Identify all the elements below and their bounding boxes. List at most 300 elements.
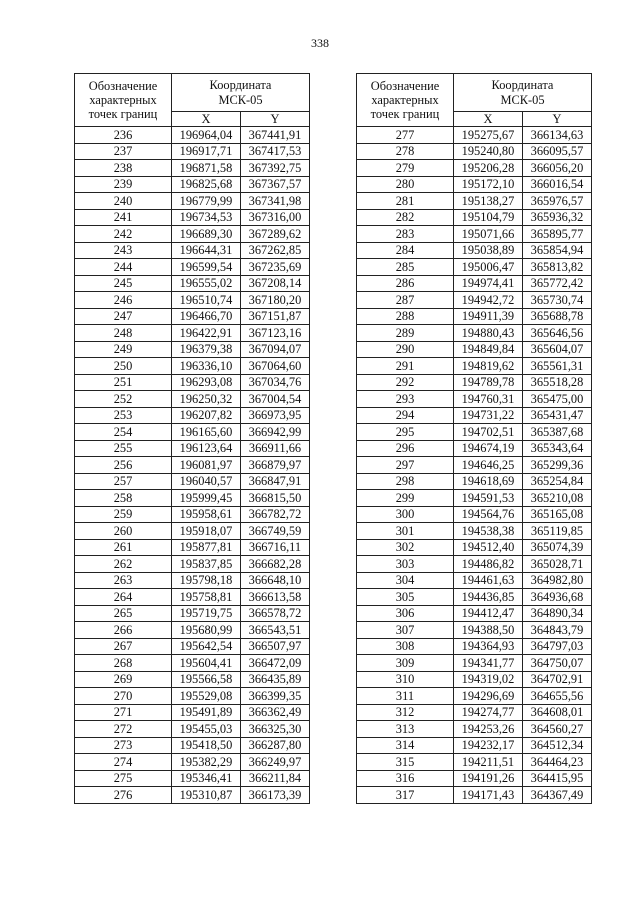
x-coordinate-cell: 194880,43 <box>454 325 523 342</box>
point-id-cell: 288 <box>357 308 454 325</box>
point-id-cell: 256 <box>75 457 172 474</box>
point-id-cell: 271 <box>75 704 172 721</box>
y-coordinate-cell: 365976,57 <box>523 193 592 210</box>
x-coordinate-cell: 195566,58 <box>172 671 241 688</box>
y-coordinate-cell: 365813,82 <box>523 259 592 276</box>
point-id-cell: 300 <box>357 506 454 523</box>
table-row <box>75 787 310 804</box>
x-coordinate-cell: 196917,71 <box>172 143 241 160</box>
x-coordinate-cell: 196599,54 <box>172 259 241 276</box>
point-id-cell: 269 <box>75 671 172 688</box>
y-coordinate-cell: 366325,30 <box>241 721 310 738</box>
y-coordinate-cell: 364367,49 <box>523 787 592 804</box>
point-label-header <box>75 74 172 127</box>
table-row <box>357 704 592 721</box>
y-coordinate-cell: 364702,91 <box>523 671 592 688</box>
table-row <box>75 638 310 655</box>
header-line: точек границ <box>88 107 158 121</box>
x-coordinate-cell: 194171,43 <box>454 787 523 804</box>
coordinate-header <box>172 74 310 112</box>
y-coordinate-cell: 366543,51 <box>241 622 310 639</box>
table-row <box>357 539 592 556</box>
point-id-cell: 250 <box>75 358 172 375</box>
y-coordinate-cell: 367208,14 <box>241 275 310 292</box>
point-id-cell: 266 <box>75 622 172 639</box>
table-row <box>357 325 592 342</box>
x-coordinate-cell: 195958,61 <box>172 506 241 523</box>
point-id-cell: 257 <box>75 473 172 490</box>
table-row <box>357 341 592 358</box>
table-row <box>75 754 310 771</box>
point-id-cell: 259 <box>75 506 172 523</box>
x-coordinate-cell: 196379,38 <box>172 341 241 358</box>
x-coordinate-cell: 195680,99 <box>172 622 241 639</box>
point-id-cell: 309 <box>357 655 454 672</box>
point-id-cell: 267 <box>75 638 172 655</box>
x-coordinate-cell: 196040,57 <box>172 473 241 490</box>
table-row <box>75 374 310 391</box>
x-coordinate-cell: 196644,31 <box>172 242 241 259</box>
x-coordinate-cell: 194564,76 <box>454 506 523 523</box>
x-coordinate-cell: 195642,54 <box>172 638 241 655</box>
y-coordinate-cell: 366134,63 <box>523 127 592 144</box>
x-coordinate-cell: 195877,81 <box>172 539 241 556</box>
y-coordinate-cell: 366682,28 <box>241 556 310 573</box>
y-coordinate-cell: 364512,34 <box>523 737 592 754</box>
table-row <box>75 407 310 424</box>
x-coordinate-cell: 195240,80 <box>454 143 523 160</box>
table-row <box>75 688 310 705</box>
x-coordinate-cell: 196466,70 <box>172 308 241 325</box>
x-coordinate-cell: 196555,02 <box>172 275 241 292</box>
y-coordinate-cell: 366472,09 <box>241 655 310 672</box>
y-coordinate-cell: 367235,69 <box>241 259 310 276</box>
y-coordinate-cell: 366056,20 <box>523 160 592 177</box>
table-row <box>357 358 592 375</box>
point-id-cell: 287 <box>357 292 454 309</box>
x-header: X <box>454 112 523 127</box>
table-row <box>75 589 310 606</box>
x-coordinate-cell: 195455,03 <box>172 721 241 738</box>
y-coordinate-cell: 364655,56 <box>523 688 592 705</box>
y-coordinate-cell: 364464,23 <box>523 754 592 771</box>
x-coordinate-cell: 196336,10 <box>172 358 241 375</box>
table-row <box>357 754 592 771</box>
header-line: характерных <box>89 93 157 107</box>
table-row <box>75 523 310 540</box>
coordinates-table-left <box>74 73 310 804</box>
x-coordinate-cell: 194974,41 <box>454 275 523 292</box>
coordinate-title: Координата <box>209 77 272 92</box>
y-coordinate-cell: 365074,39 <box>523 539 592 556</box>
x-coordinate-cell: 194538,38 <box>454 523 523 540</box>
point-id-cell: 242 <box>75 226 172 243</box>
point-id-cell: 307 <box>357 622 454 639</box>
x-coordinate-cell: 194646,25 <box>454 457 523 474</box>
x-coordinate-cell: 195206,28 <box>454 160 523 177</box>
point-id-cell: 240 <box>75 193 172 210</box>
y-coordinate-cell: 365646,56 <box>523 325 592 342</box>
x-coordinate-cell: 196207,82 <box>172 407 241 424</box>
point-id-cell: 285 <box>357 259 454 276</box>
point-id-cell: 279 <box>357 160 454 177</box>
table-row <box>357 770 592 787</box>
y-coordinate-cell: 365165,08 <box>523 506 592 523</box>
table-row <box>75 226 310 243</box>
x-coordinate-cell: 195798,18 <box>172 572 241 589</box>
point-id-cell: 268 <box>75 655 172 672</box>
point-id-cell: 282 <box>357 209 454 226</box>
table-row <box>75 440 310 457</box>
table-row <box>357 275 592 292</box>
point-id-cell: 255 <box>75 440 172 457</box>
y-coordinate-cell: 364608,01 <box>523 704 592 721</box>
header-line: точек границ <box>370 107 440 121</box>
point-id-cell: 283 <box>357 226 454 243</box>
point-id-cell: 253 <box>75 407 172 424</box>
table-row <box>75 242 310 259</box>
x-coordinate-cell: 194760,31 <box>454 391 523 408</box>
table-row <box>75 358 310 375</box>
table-row <box>75 325 310 342</box>
coordinate-title: Координата <box>491 77 554 92</box>
table-row <box>357 721 592 738</box>
x-coordinate-cell: 196825,68 <box>172 176 241 193</box>
x-coordinate-cell: 194232,17 <box>454 737 523 754</box>
x-coordinate-cell: 194591,53 <box>454 490 523 507</box>
y-coordinate-cell: 367392,75 <box>241 160 310 177</box>
table-row <box>357 160 592 177</box>
x-coordinate-cell: 196689,30 <box>172 226 241 243</box>
y-coordinate-cell: 366362,49 <box>241 704 310 721</box>
table-row <box>357 127 592 144</box>
y-coordinate-cell: 367180,20 <box>241 292 310 309</box>
table-row <box>75 341 310 358</box>
y-coordinate-cell: 365254,84 <box>523 473 592 490</box>
x-coordinate-cell: 194412,47 <box>454 605 523 622</box>
y-coordinate-cell: 366815,50 <box>241 490 310 507</box>
table-row <box>75 160 310 177</box>
y-header: Y <box>241 112 310 127</box>
point-id-cell: 292 <box>357 374 454 391</box>
table-row <box>75 292 310 309</box>
point-id-cell: 251 <box>75 374 172 391</box>
y-coordinate-cell: 366648,10 <box>241 572 310 589</box>
point-id-cell: 237 <box>75 143 172 160</box>
y-coordinate-cell: 365475,00 <box>523 391 592 408</box>
y-coordinate-cell: 366249,97 <box>241 754 310 771</box>
point-id-cell: 317 <box>357 787 454 804</box>
x-coordinate-cell: 194789,78 <box>454 374 523 391</box>
x-coordinate-cell: 195837,85 <box>172 556 241 573</box>
point-id-cell: 306 <box>357 605 454 622</box>
table-row <box>75 721 310 738</box>
table-row <box>75 259 310 276</box>
x-coordinate-cell: 196081,97 <box>172 457 241 474</box>
x-coordinate-cell: 195758,81 <box>172 589 241 606</box>
point-id-cell: 295 <box>357 424 454 441</box>
table-row <box>75 539 310 556</box>
table-row <box>75 424 310 441</box>
y-coordinate-cell: 366973,95 <box>241 407 310 424</box>
x-coordinate-cell: 195172,10 <box>454 176 523 193</box>
x-coordinate-cell: 195604,41 <box>172 655 241 672</box>
point-id-cell: 286 <box>357 275 454 292</box>
point-id-cell: 276 <box>75 787 172 804</box>
table-row <box>357 226 592 243</box>
y-coordinate-cell: 366173,39 <box>241 787 310 804</box>
table-row <box>75 490 310 507</box>
y-coordinate-cell: 365299,36 <box>523 457 592 474</box>
table-row <box>357 473 592 490</box>
x-coordinate-cell: 194512,40 <box>454 539 523 556</box>
y-coordinate-cell: 367262,85 <box>241 242 310 259</box>
x-coordinate-cell: 195491,89 <box>172 704 241 721</box>
x-coordinate-cell: 194702,51 <box>454 424 523 441</box>
point-id-cell: 280 <box>357 176 454 193</box>
point-id-cell: 293 <box>357 391 454 408</box>
point-id-cell: 247 <box>75 308 172 325</box>
y-coordinate-cell: 366716,11 <box>241 539 310 556</box>
table-row <box>357 424 592 441</box>
point-id-cell: 316 <box>357 770 454 787</box>
table-row <box>357 374 592 391</box>
table-row <box>357 143 592 160</box>
y-coordinate-cell: 366613,58 <box>241 589 310 606</box>
point-id-cell: 262 <box>75 556 172 573</box>
table-row <box>75 572 310 589</box>
x-coordinate-cell: 194364,93 <box>454 638 523 655</box>
x-coordinate-cell: 194274,77 <box>454 704 523 721</box>
point-id-cell: 299 <box>357 490 454 507</box>
y-coordinate-cell: 367151,87 <box>241 308 310 325</box>
table-row <box>75 770 310 787</box>
y-coordinate-cell: 366911,66 <box>241 440 310 457</box>
y-coordinate-cell: 367123,16 <box>241 325 310 342</box>
table-row <box>75 473 310 490</box>
point-id-cell: 315 <box>357 754 454 771</box>
x-coordinate-cell: 195529,08 <box>172 688 241 705</box>
y-coordinate-cell: 366782,72 <box>241 506 310 523</box>
y-coordinate-cell: 365431,47 <box>523 407 592 424</box>
point-id-cell: 241 <box>75 209 172 226</box>
header-line: Обозначение <box>88 79 158 93</box>
point-id-cell: 303 <box>357 556 454 573</box>
x-coordinate-cell: 195275,67 <box>454 127 523 144</box>
y-coordinate-cell: 365772,42 <box>523 275 592 292</box>
point-id-cell: 302 <box>357 539 454 556</box>
table-row <box>357 787 592 804</box>
x-coordinate-cell: 195006,47 <box>454 259 523 276</box>
y-coordinate-cell: 365604,07 <box>523 341 592 358</box>
table-row <box>357 523 592 540</box>
table-row <box>357 490 592 507</box>
table-row <box>75 143 310 160</box>
page-number: 338 <box>311 36 329 50</box>
table-row <box>357 391 592 408</box>
x-coordinate-cell: 194942,72 <box>454 292 523 309</box>
point-id-cell: 252 <box>75 391 172 408</box>
y-coordinate-cell: 366095,57 <box>523 143 592 160</box>
y-coordinate-cell: 364890,34 <box>523 605 592 622</box>
y-coordinate-cell: 365210,08 <box>523 490 592 507</box>
point-id-cell: 277 <box>357 127 454 144</box>
right-table-body <box>357 127 592 804</box>
x-coordinate-cell: 194674,19 <box>454 440 523 457</box>
table-row <box>357 688 592 705</box>
table-row <box>75 556 310 573</box>
x-coordinate-cell: 196964,04 <box>172 127 241 144</box>
x-coordinate-cell: 194618,69 <box>454 473 523 490</box>
table-row <box>357 506 592 523</box>
table-row <box>357 605 592 622</box>
point-id-cell: 274 <box>75 754 172 771</box>
table-row <box>357 457 592 474</box>
point-id-cell: 249 <box>75 341 172 358</box>
y-coordinate-cell: 366507,97 <box>241 638 310 655</box>
y-coordinate-cell: 364797,03 <box>523 638 592 655</box>
x-coordinate-cell: 194436,85 <box>454 589 523 606</box>
point-id-cell: 296 <box>357 440 454 457</box>
coordinate-header <box>454 74 592 112</box>
y-header: Y <box>523 112 592 127</box>
table-row <box>357 655 592 672</box>
header-line: Обозначение <box>370 79 440 93</box>
x-coordinate-cell: 195418,50 <box>172 737 241 754</box>
x-coordinate-cell: 195038,89 <box>454 242 523 259</box>
point-id-cell: 265 <box>75 605 172 622</box>
point-id-cell: 236 <box>75 127 172 144</box>
point-id-cell: 281 <box>357 193 454 210</box>
x-coordinate-cell: 195346,41 <box>172 770 241 787</box>
point-id-cell: 245 <box>75 275 172 292</box>
point-id-cell: 310 <box>357 671 454 688</box>
table-row <box>357 193 592 210</box>
point-id-cell: 284 <box>357 242 454 259</box>
point-id-cell: 275 <box>75 770 172 787</box>
x-coordinate-cell: 194319,02 <box>454 671 523 688</box>
x-coordinate-cell: 196779,99 <box>172 193 241 210</box>
table-row <box>75 209 310 226</box>
coordinate-system: МСК-05 <box>218 92 263 107</box>
y-coordinate-cell: 366942,99 <box>241 424 310 441</box>
x-coordinate-cell: 194731,22 <box>454 407 523 424</box>
coordinate-system: МСК-05 <box>500 92 545 107</box>
y-coordinate-cell: 364750,07 <box>523 655 592 672</box>
table-row <box>357 556 592 573</box>
table-row <box>357 259 592 276</box>
table-row <box>357 638 592 655</box>
left-table-body <box>75 127 310 804</box>
point-id-cell: 313 <box>357 721 454 738</box>
point-id-cell: 243 <box>75 242 172 259</box>
x-coordinate-cell: 194191,26 <box>454 770 523 787</box>
table-row <box>75 605 310 622</box>
point-id-cell: 312 <box>357 704 454 721</box>
table-row <box>75 127 310 144</box>
y-coordinate-cell: 367367,57 <box>241 176 310 193</box>
y-coordinate-cell: 365854,94 <box>523 242 592 259</box>
x-coordinate-cell: 194296,69 <box>454 688 523 705</box>
x-coordinate-cell: 195719,75 <box>172 605 241 622</box>
y-coordinate-cell: 365730,74 <box>523 292 592 309</box>
y-coordinate-cell: 365518,28 <box>523 374 592 391</box>
x-coordinate-cell: 196123,64 <box>172 440 241 457</box>
point-id-cell: 246 <box>75 292 172 309</box>
x-coordinate-cell: 194388,50 <box>454 622 523 639</box>
x-coordinate-cell: 194253,26 <box>454 721 523 738</box>
y-coordinate-cell: 366211,84 <box>241 770 310 787</box>
table-row <box>357 622 592 639</box>
y-coordinate-cell: 366016,54 <box>523 176 592 193</box>
point-id-cell: 263 <box>75 572 172 589</box>
table-row <box>75 506 310 523</box>
point-id-cell: 264 <box>75 589 172 606</box>
y-coordinate-cell: 366435,89 <box>241 671 310 688</box>
y-coordinate-cell: 364936,68 <box>523 589 592 606</box>
point-id-cell: 270 <box>75 688 172 705</box>
x-coordinate-cell: 195382,29 <box>172 754 241 771</box>
table-row <box>357 242 592 259</box>
point-id-cell: 298 <box>357 473 454 490</box>
x-coordinate-cell: 196871,58 <box>172 160 241 177</box>
point-id-cell: 238 <box>75 160 172 177</box>
x-coordinate-cell: 194849,84 <box>454 341 523 358</box>
x-coordinate-cell: 196734,53 <box>172 209 241 226</box>
table-row <box>357 572 592 589</box>
table-row <box>357 407 592 424</box>
table-row <box>357 440 592 457</box>
x-coordinate-cell: 196250,32 <box>172 391 241 408</box>
y-coordinate-cell: 367316,00 <box>241 209 310 226</box>
y-coordinate-cell: 365343,64 <box>523 440 592 457</box>
header-line: характерных <box>371 93 439 107</box>
point-id-cell: 291 <box>357 358 454 375</box>
x-coordinate-cell: 196422,91 <box>172 325 241 342</box>
y-coordinate-cell: 367094,07 <box>241 341 310 358</box>
table-row <box>75 391 310 408</box>
table-row <box>357 209 592 226</box>
point-id-cell: 258 <box>75 490 172 507</box>
x-coordinate-cell: 195310,87 <box>172 787 241 804</box>
y-coordinate-cell: 366578,72 <box>241 605 310 622</box>
point-id-cell: 261 <box>75 539 172 556</box>
y-coordinate-cell: 367341,98 <box>241 193 310 210</box>
y-coordinate-cell: 366847,91 <box>241 473 310 490</box>
x-coordinate-cell: 195138,27 <box>454 193 523 210</box>
y-coordinate-cell: 366399,35 <box>241 688 310 705</box>
table-row <box>75 275 310 292</box>
y-coordinate-cell: 364560,27 <box>523 721 592 738</box>
table-row <box>357 176 592 193</box>
y-coordinate-cell: 365028,71 <box>523 556 592 573</box>
coordinates-table-right <box>356 73 592 804</box>
x-coordinate-cell: 194461,63 <box>454 572 523 589</box>
y-coordinate-cell: 365387,68 <box>523 424 592 441</box>
point-id-cell: 314 <box>357 737 454 754</box>
y-coordinate-cell: 366749,59 <box>241 523 310 540</box>
x-header: X <box>172 112 241 127</box>
point-id-cell: 278 <box>357 143 454 160</box>
y-coordinate-cell: 367034,76 <box>241 374 310 391</box>
point-id-cell: 289 <box>357 325 454 342</box>
x-coordinate-cell: 196293,08 <box>172 374 241 391</box>
x-coordinate-cell: 195999,45 <box>172 490 241 507</box>
table-row <box>357 589 592 606</box>
table-row <box>357 671 592 688</box>
point-id-cell: 244 <box>75 259 172 276</box>
x-coordinate-cell: 194911,39 <box>454 308 523 325</box>
